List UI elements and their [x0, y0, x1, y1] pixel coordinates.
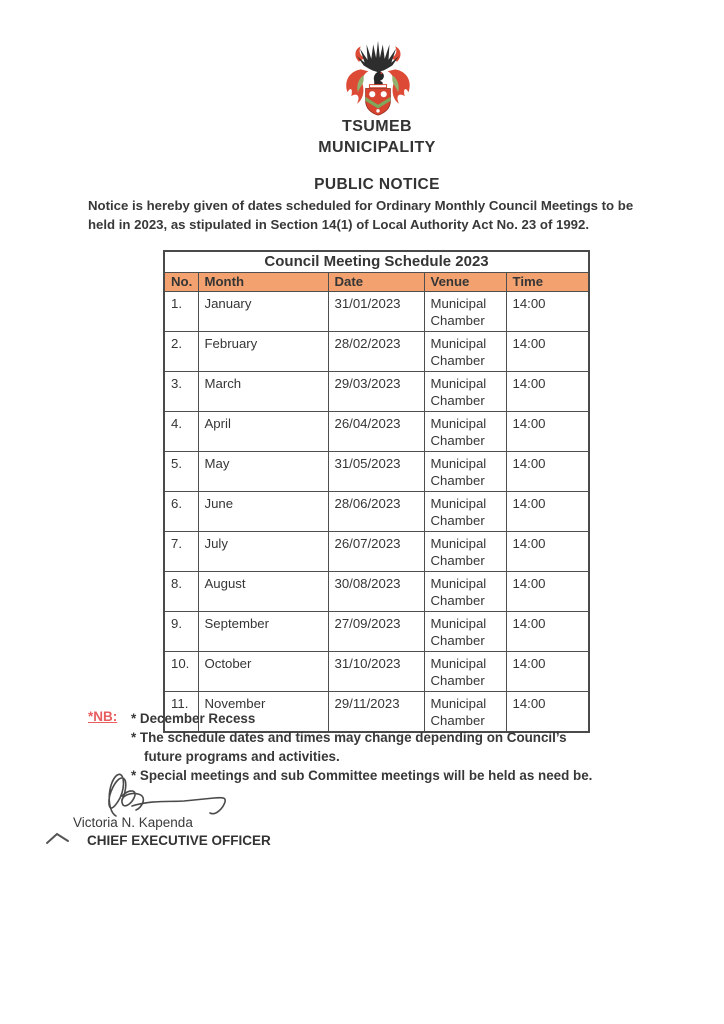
cell-time: 14:00 [506, 612, 589, 652]
cell-venue: Municipal Chamber [424, 572, 506, 612]
cell-time: 14:00 [506, 372, 589, 412]
cell-no: 8. [164, 572, 198, 612]
cell-venue: Municipal Chamber [424, 532, 506, 572]
cell-date: 31/10/2023 [328, 652, 424, 692]
table-row [164, 612, 589, 652]
column-header: Date [328, 273, 424, 292]
org-name-line2: MUNICIPALITY [318, 139, 436, 156]
cell-month: February [198, 332, 328, 372]
cell-no: 3. [164, 372, 198, 412]
column-header: Time [506, 273, 589, 292]
cell-month: August [198, 572, 328, 612]
cell-month: May [198, 452, 328, 492]
table-row [164, 372, 589, 412]
table-row [164, 492, 589, 532]
org-name-line1: TSUMEB [342, 118, 412, 135]
municipality-coat-of-arms-icon [336, 36, 420, 118]
cell-no: 10. [164, 652, 198, 692]
notice-body-text: Notice is hereby given of dates scheduled for Ordinary Monthly Council Meetings to be held in 2023, as stipulated in Section 14(1) of Local Authority Act No. 23 of 1992. [88, 198, 634, 232]
cell-date: 30/08/2023 [328, 572, 424, 612]
cell-no: 11. [164, 692, 198, 733]
table-row [164, 452, 589, 492]
cell-date: 27/09/2023 [328, 612, 424, 652]
cell-venue: Municipal Chamber [424, 652, 506, 692]
cell-venue: Municipal Chamber [424, 372, 506, 412]
column-header: No. [164, 273, 198, 292]
caret-mark-icon [45, 831, 71, 846]
cell-month: April [198, 412, 328, 452]
cell-date: 26/07/2023 [328, 532, 424, 572]
cell-no: 1. [164, 292, 198, 332]
table-row [164, 532, 589, 572]
cell-month: November [198, 692, 328, 733]
note-item: * December Recess [131, 711, 256, 726]
cell-month: March [198, 372, 328, 412]
cell-venue: Municipal Chamber [424, 412, 506, 452]
cell-venue: Municipal Chamber [424, 492, 506, 532]
cell-venue: Municipal Chamber [424, 292, 506, 332]
cell-date: 28/02/2023 [328, 332, 424, 372]
table-title: Council Meeting Schedule 2023 [164, 251, 589, 273]
cell-month: June [198, 492, 328, 532]
nb-label: *NB: [88, 709, 118, 724]
cell-date: 29/03/2023 [328, 372, 424, 412]
cell-month: January [198, 292, 328, 332]
table-row [164, 572, 589, 612]
cell-month: October [198, 652, 328, 692]
cell-date: 28/06/2023 [328, 492, 424, 532]
signatory-name: Victoria N. Kapenda [73, 815, 193, 830]
schedule-table-body [164, 292, 589, 733]
cell-time: 14:00 [506, 492, 589, 532]
cell-no: 4. [164, 412, 198, 452]
cell-time: 14:00 [506, 652, 589, 692]
cell-venue: Municipal Chamber [424, 452, 506, 492]
cell-no: 2. [164, 332, 198, 372]
signatory-title: CHIEF EXECUTIVE OFFICER [87, 833, 271, 848]
table-row [164, 332, 589, 372]
cell-month: July [198, 532, 328, 572]
table-header-row [164, 273, 589, 292]
column-header: Month [198, 273, 328, 292]
table-row [164, 292, 589, 332]
note-item: * Special meetings and sub Committee meetings will be held as need be. [131, 768, 593, 783]
cell-venue: Municipal Chamber [424, 692, 506, 733]
cell-time: 14:00 [506, 332, 589, 372]
cell-date: 31/05/2023 [328, 452, 424, 492]
notice-title: PUBLIC NOTICE [314, 176, 440, 193]
table-row [164, 652, 589, 692]
column-header: Venue [424, 273, 506, 292]
table-title-row [164, 251, 589, 273]
table-row [164, 412, 589, 452]
cell-date: 31/01/2023 [328, 292, 424, 332]
cell-date: 26/04/2023 [328, 412, 424, 452]
cell-time: 14:00 [506, 412, 589, 452]
cell-venue: Municipal Chamber [424, 332, 506, 372]
cell-time: 14:00 [506, 572, 589, 612]
cell-time: 14:00 [506, 692, 589, 733]
cell-no: 5. [164, 452, 198, 492]
cell-month: September [198, 612, 328, 652]
cell-time: 14:00 [506, 452, 589, 492]
cell-time: 14:00 [506, 292, 589, 332]
cell-time: 14:00 [506, 532, 589, 572]
cell-venue: Municipal Chamber [424, 612, 506, 652]
cell-no: 7. [164, 532, 198, 572]
cell-date: 29/11/2023 [328, 692, 424, 733]
cell-no: 9. [164, 612, 198, 652]
cell-no: 6. [164, 492, 198, 532]
schedule-table [163, 250, 590, 733]
note-item: * The schedule dates and times may change depending on Council’s future programs and activities. [131, 730, 567, 764]
